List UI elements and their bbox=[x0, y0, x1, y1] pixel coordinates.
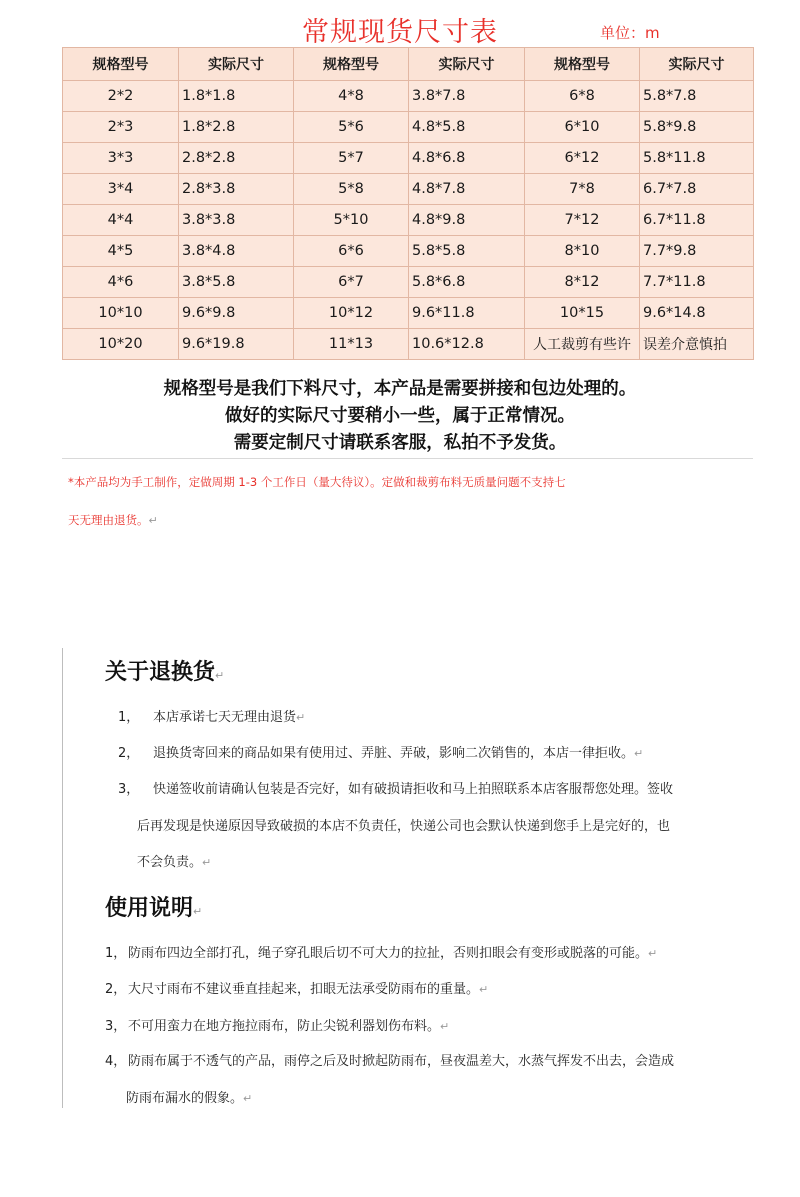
size-notes bbox=[0, 376, 800, 457]
return-item: 2， 退换货寄回来的商品如果有使用过、弄脏、弄破，影响二次销售的，本店一律拒收。↵ bbox=[118, 746, 644, 761]
return-item-continued: 不会负责。↵ bbox=[137, 855, 212, 870]
table-cell: 9.6*11.8 bbox=[409, 298, 525, 329]
table-cell: 10*10 bbox=[63, 298, 179, 329]
paragraph-mark-icon: ↵ bbox=[634, 747, 644, 760]
table-cell: 5*7 bbox=[294, 143, 409, 174]
table-cell: 3*4 bbox=[63, 174, 179, 205]
table-cell: 5.8*7.8 bbox=[640, 81, 754, 112]
usage-heading: 使用说明↵ bbox=[105, 896, 203, 921]
header-cell-actual: 实际尺寸 bbox=[640, 48, 754, 81]
table-cell: 4.8*6.8 bbox=[409, 143, 525, 174]
table-cell: 6*10 bbox=[525, 112, 640, 143]
return-item-continued: 后再发现是快递原因导致破损的本店不负责任，快递公司也会默认快递到您手上是完好的，也 bbox=[137, 819, 671, 834]
table-cell: 3.8*3.8 bbox=[179, 205, 294, 236]
table-cell: 4*8 bbox=[294, 81, 409, 112]
unit-label: 单位：m bbox=[600, 24, 660, 42]
table-row bbox=[63, 267, 754, 298]
table-cell: 4*6 bbox=[63, 267, 179, 298]
table-cell: 5*6 bbox=[294, 112, 409, 143]
header-cell-spec: 规格型号 bbox=[63, 48, 179, 81]
return-heading: 关于退换货↵ bbox=[105, 660, 225, 685]
table-cell: 5*10 bbox=[294, 205, 409, 236]
header-cell-actual: 实际尺寸 bbox=[409, 48, 525, 81]
usage-item: 2， 大尺寸雨布不建议垂直挂起来，扣眼无法承受防雨布的重量。↵ bbox=[105, 982, 489, 997]
table-row bbox=[63, 112, 754, 143]
size-table bbox=[62, 47, 754, 360]
table-cell: 7*12 bbox=[525, 205, 640, 236]
table-cell: 6*6 bbox=[294, 236, 409, 267]
table-cell: 2*2 bbox=[63, 81, 179, 112]
table-cell: 3*3 bbox=[63, 143, 179, 174]
table-cell: 10*15 bbox=[525, 298, 640, 329]
table-cell: 7*8 bbox=[525, 174, 640, 205]
table-row bbox=[63, 81, 754, 112]
table-header-row bbox=[63, 48, 754, 81]
table-cell: 4.8*7.8 bbox=[409, 174, 525, 205]
table-cell: 8*12 bbox=[525, 267, 640, 298]
table-cell: 7.7*9.8 bbox=[640, 236, 754, 267]
usage-item: 4， 防雨布属于不透气的产品，雨停之后及时掀起防雨布，昼夜温差大，水蒸气挥发不出去，会造成 bbox=[105, 1054, 675, 1069]
usage-item: 3， 不可用蛮力在地方拖拉雨布，防止尖锐利器划伤布料。↵ bbox=[105, 1019, 450, 1034]
table-cell: 10*12 bbox=[294, 298, 409, 329]
note-line: 规格型号是我们下料尺寸，本产品是需要拼接和包边处理的。 bbox=[163, 379, 637, 399]
table-cell: 5.8*5.8 bbox=[409, 236, 525, 267]
table-cell: 5.8*9.8 bbox=[640, 112, 754, 143]
paragraph-mark-icon: ↵ bbox=[243, 1092, 253, 1105]
table-cell: 10*20 bbox=[63, 329, 179, 360]
paragraph-mark-icon: ↵ bbox=[440, 1020, 450, 1033]
paragraph-mark-icon: ↵ bbox=[202, 856, 212, 869]
red-disclaimer-line: *本产品均为手工制作，定做周期 1-3 个工作日（量大待议）。定做和裁剪布料无质量问题不支持七 bbox=[68, 475, 566, 489]
table-cell: 8*10 bbox=[525, 236, 640, 267]
table-cell: 6.7*7.8 bbox=[640, 174, 754, 205]
table-row bbox=[63, 143, 754, 174]
table-cell: 3.8*4.8 bbox=[179, 236, 294, 267]
paragraph-mark-icon: ↵ bbox=[479, 983, 489, 996]
table-cell: 6.7*11.8 bbox=[640, 205, 754, 236]
table-cell: 9.6*9.8 bbox=[179, 298, 294, 329]
return-item: 1， 本店承诺七天无理由退货↵ bbox=[118, 710, 306, 725]
table-cell: 10.6*12.8 bbox=[409, 329, 525, 360]
table-cell: 4.8*5.8 bbox=[409, 112, 525, 143]
return-item: 3， 快递签收前请确认包装是否完好，如有破损请拒收和马上拍照联系本店客服帮您处理。签收 bbox=[118, 782, 674, 797]
margin-line bbox=[62, 648, 63, 1108]
table-row bbox=[63, 329, 754, 360]
table-cell: 4.8*9.8 bbox=[409, 205, 525, 236]
table-cell: 4*5 bbox=[63, 236, 179, 267]
table-cell: 11*13 bbox=[294, 329, 409, 360]
table-cell: 4*4 bbox=[63, 205, 179, 236]
usage-item-continued: 防雨布漏水的假象。↵ bbox=[126, 1091, 253, 1106]
note-line: 需要定制尺寸请联系客服，私拍不予发货。 bbox=[233, 433, 567, 453]
table-cell: 误差介意慎拍 bbox=[640, 329, 754, 360]
red-disclaimer-line: 天无理由退货。↵ bbox=[68, 513, 158, 527]
table-cell: 9.6*19.8 bbox=[179, 329, 294, 360]
table-row bbox=[63, 174, 754, 205]
table-cell: 2.8*3.8 bbox=[179, 174, 294, 205]
table-cell: 3.8*7.8 bbox=[409, 81, 525, 112]
note-line: 做好的实际尺寸要稍小一些，属于正常情况。 bbox=[225, 406, 575, 426]
table-cell: 6*8 bbox=[525, 81, 640, 112]
table-cell: 5.8*11.8 bbox=[640, 143, 754, 174]
divider bbox=[62, 458, 753, 459]
table-cell: 3.8*5.8 bbox=[179, 267, 294, 298]
table-cell: 6*7 bbox=[294, 267, 409, 298]
table-cell: 5.8*6.8 bbox=[409, 267, 525, 298]
table-cell: 7.7*11.8 bbox=[640, 267, 754, 298]
paragraph-mark-icon: ↵ bbox=[296, 711, 306, 724]
table-cell: 1.8*2.8 bbox=[179, 112, 294, 143]
paragraph-mark-icon: ↵ bbox=[215, 669, 225, 682]
table-cell: 6*12 bbox=[525, 143, 640, 174]
header-cell-actual: 实际尺寸 bbox=[179, 48, 294, 81]
header-cell-spec: 规格型号 bbox=[294, 48, 409, 81]
table-cell: 9.6*14.8 bbox=[640, 298, 754, 329]
table-row bbox=[63, 236, 754, 267]
table-cell: 2.8*2.8 bbox=[179, 143, 294, 174]
table-cell: 人工裁剪有些许 bbox=[525, 329, 640, 360]
table-cell: 5*8 bbox=[294, 174, 409, 205]
usage-item: 1， 防雨布四边全部打孔，绳子穿孔眼后切不可大力的拉扯，否则扣眼会有变形或脱落的可能。↵ bbox=[105, 946, 658, 961]
paragraph-mark-icon: ↵ bbox=[648, 947, 658, 960]
table-cell: 2*3 bbox=[63, 112, 179, 143]
table-row bbox=[63, 298, 754, 329]
table-cell: 1.8*1.8 bbox=[179, 81, 294, 112]
table-row bbox=[63, 205, 754, 236]
page-title: 常规现货尺寸表 bbox=[302, 17, 498, 48]
paragraph-mark-icon: ↵ bbox=[193, 905, 203, 918]
header-cell-spec: 规格型号 bbox=[525, 48, 640, 81]
paragraph-mark-icon: ↵ bbox=[148, 514, 158, 527]
